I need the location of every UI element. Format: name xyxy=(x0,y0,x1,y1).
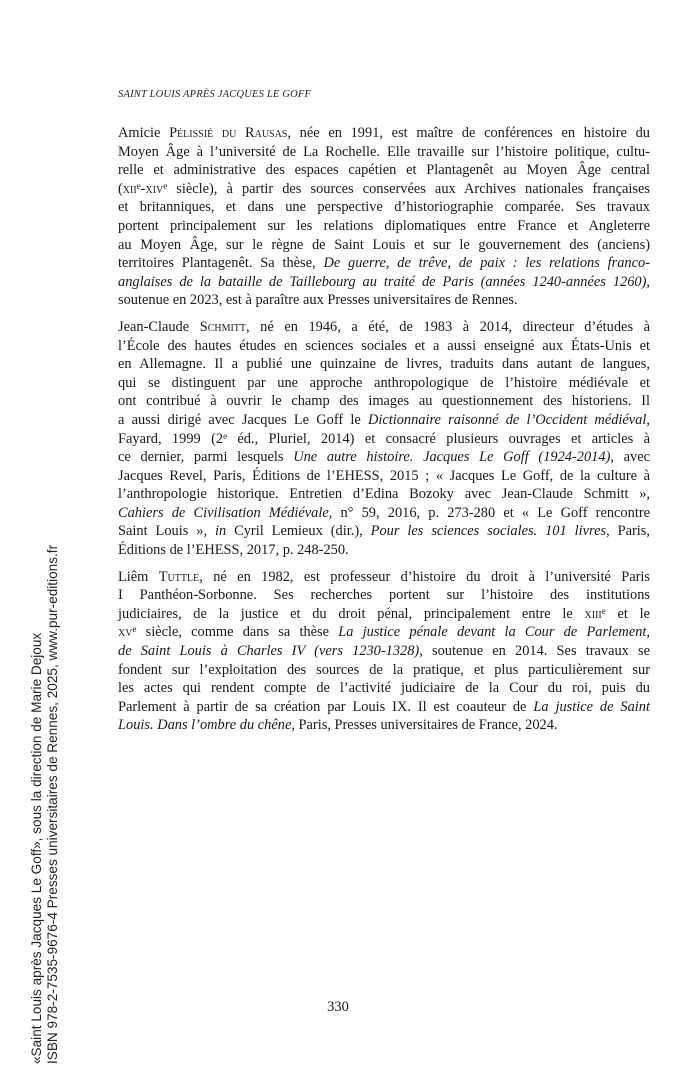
text-line xyxy=(118,623,650,642)
text-run: siècle), à partir des sources conservées aux Archives nationales françaises xyxy=(167,180,650,197)
italic-text: de Saint Louis à Charles IV (vers 1230-1328) xyxy=(118,643,420,660)
text-line xyxy=(118,448,650,467)
text-run: , xyxy=(646,411,650,428)
text-line xyxy=(118,586,650,605)
text-run: judiciaires, de la justice et du droit pénal, principalement entre le xyxy=(118,605,585,622)
text-line xyxy=(118,291,650,310)
text-run: territoires Plantagenêt. Sa thèse, xyxy=(118,255,324,272)
text-line xyxy=(118,236,650,255)
text-line xyxy=(118,698,650,717)
text-line xyxy=(118,124,650,143)
superscript: e xyxy=(223,430,228,441)
paragraph-bio-pelissie-du-rausas xyxy=(118,124,650,310)
text-run: Fayard, 1999 (2 xyxy=(118,430,224,447)
text-run: , né en 1982, est professeur d’histoire du droit à l’université Paris xyxy=(199,568,650,585)
text-line xyxy=(118,180,650,199)
text-run: portent principalement sur les relations diplomatiques entre France et Angleterre xyxy=(118,217,650,234)
italic-text: La justice de Saint xyxy=(533,698,650,715)
small-caps-text: Pélissié du Rausas xyxy=(169,125,288,141)
text-line xyxy=(118,337,650,356)
text-run: a aussi dirigé avec Jacques Le Goff le xyxy=(118,411,368,428)
italic-text: Pour les sciences sociales. 101 livres xyxy=(370,523,607,540)
running-head: SAINT LOUIS APRÈS JACQUES LE GOFF xyxy=(118,89,312,100)
text-line xyxy=(118,430,650,449)
text-line xyxy=(118,318,650,337)
text-run: Liêm xyxy=(118,568,159,585)
text-line xyxy=(118,143,650,162)
text-run: fondent sur l’exploitation des sources de la pratique, et plus particulièrement sur xyxy=(118,661,650,678)
text-run: , Paris, xyxy=(606,523,650,540)
side-notice-isbn: ISBN 978-2-7535-9676-4 Presses universitaires de Rennes, 2025, www.pur-editions.fr xyxy=(45,544,60,1064)
text-line xyxy=(118,374,650,393)
italic-text: in xyxy=(214,523,227,540)
superscript: e xyxy=(132,624,137,635)
text-line xyxy=(118,679,650,698)
text-line xyxy=(118,661,650,680)
text-line xyxy=(118,273,650,292)
text-run: l’anthropologie historique. Entretien d’Edina Bozoky avec Jean-Claude Schmitt », xyxy=(118,486,650,503)
italic-text: anglaises de la bataille de Taillebourg au traité de Paris (années 1240-années 1260), xyxy=(118,273,650,290)
text-line xyxy=(118,568,650,587)
text-line xyxy=(118,217,650,236)
text-line xyxy=(118,485,650,504)
text-run: l’École des hautes études en sciences sociales et a aussi enseigné aux États-Unis et xyxy=(118,337,650,354)
small-caps-text: Schmitt xyxy=(199,318,247,335)
body-text xyxy=(118,124,650,743)
text-line xyxy=(118,254,650,273)
text-run: ont contribué à ouvrir le champ des images au questionnement des historiens. Il xyxy=(118,393,650,410)
text-run: , né en 1946, a été, de 1983 à 2014, directeur d’études à xyxy=(246,318,650,335)
italic-text: Cahiers de Civilisation Médiévale, xyxy=(118,504,333,521)
text-run: ( xyxy=(118,180,123,197)
text-run: au Moyen Âge, sur le règne de Saint Louis et sur le gouvernement des (anciens) xyxy=(118,236,650,253)
text-line xyxy=(118,605,650,624)
small-caps-text: xv xyxy=(118,624,133,641)
text-run: Éditions de l’EHESS, 2017, p. 248-250. xyxy=(118,542,349,559)
italic-text: Dictionnaire raisonné de l’Occident médiéval xyxy=(367,411,647,428)
paragraph-bio-tuttle xyxy=(118,568,650,735)
text-run: éd., Pluriel, 2014) et consacré plusieurs ouvrages et articles à xyxy=(227,430,651,447)
text-run: n° 59, 2016, p. 273-280 et « Le Goff rencontre xyxy=(332,504,650,521)
superscript: e xyxy=(136,180,141,191)
superscript: e xyxy=(601,605,606,616)
text-line xyxy=(118,716,650,735)
side-notice-title: «Saint Louis après Jacques Le Goff», sous la direction de Marie Dejoux xyxy=(29,632,44,1064)
text-line xyxy=(118,541,650,560)
page-number: 330 xyxy=(327,999,349,1015)
italic-text: Louis. Dans l’ombre du chêne xyxy=(118,717,292,734)
text-line xyxy=(118,504,650,523)
paragraph-bio-schmitt xyxy=(118,318,650,560)
text-run: - xyxy=(140,180,146,197)
text-run: et britanniques, et dans une perspective d’historiographie comparée. Ses travaux xyxy=(118,199,650,216)
text-run: en Allemagne. Il a publié une quinzaine de livres, traduits dans autant de langues, xyxy=(118,356,650,373)
text-line xyxy=(118,161,650,180)
text-line xyxy=(118,392,650,411)
text-line xyxy=(118,411,650,430)
text-run: Jean-Claude xyxy=(118,318,200,335)
text-run: , avec xyxy=(610,449,650,466)
text-run: Cyril Lemieux (dir.), xyxy=(226,523,371,540)
text-line xyxy=(118,522,650,541)
text-run: et le xyxy=(605,605,650,622)
italic-text: Une autre histoire. Jacques Le Goff (1924-2014) xyxy=(293,449,611,466)
text-line xyxy=(118,467,650,486)
italic-text: De guerre, de trêve, de paix : les relations franco- xyxy=(323,255,650,272)
text-run: ce dernier, parmi lesquels xyxy=(118,449,294,466)
text-run: , Paris, Presses universitaires de France, 2024. xyxy=(291,717,558,734)
text-run: Parlement à partir de sa création par Louis IX. Il est coauteur de xyxy=(118,698,534,715)
small-caps-text: Tuttle xyxy=(158,568,200,585)
text-run: , soutenue en 2014. Ses travaux se xyxy=(419,643,650,660)
text-run: Moyen Âge à l’université de La Rochelle. Elle travaille sur l’histoire politique, cultu- xyxy=(118,143,650,160)
text-run: , née en 1991, est maître de conférences en histoire du xyxy=(287,125,650,141)
small-caps-text: xiii xyxy=(584,605,602,622)
text-run: les actes qui rendent compte de l’activité judiciaire de la Cour du roi, puis du xyxy=(118,680,650,697)
text-line xyxy=(118,355,650,374)
text-line xyxy=(118,642,650,661)
italic-text: La justice pénale devant la Cour de Parlement, xyxy=(338,624,650,641)
text-line xyxy=(118,198,650,217)
small-caps-text: xii xyxy=(122,180,137,197)
text-run: Amicie xyxy=(118,125,170,141)
text-run: Saint Louis », xyxy=(118,523,215,540)
superscript: e xyxy=(163,180,168,191)
text-run: Jacques Revel, Paris, Éditions de l’EHESS, 2015 ; « Jacques Le Goff, de la culture à xyxy=(118,467,650,484)
text-run: qui se distinguent par une approche anthropologique de l’histoire médiévale et xyxy=(118,374,650,391)
text-run: I Panthéon-Sorbonne. Ses recherches portent sur l’histoire des institutions xyxy=(118,587,650,604)
text-run: soutenue en 2023, est à paraître aux Presses universitaires de Rennes. xyxy=(118,292,518,309)
text-run: siècle, comme dans sa thèse xyxy=(136,624,339,641)
small-caps-text: xiv xyxy=(145,180,164,197)
text-run: relle et administrative des espaces capétien et Plantagenêt au Moyen Âge central xyxy=(118,162,650,179)
